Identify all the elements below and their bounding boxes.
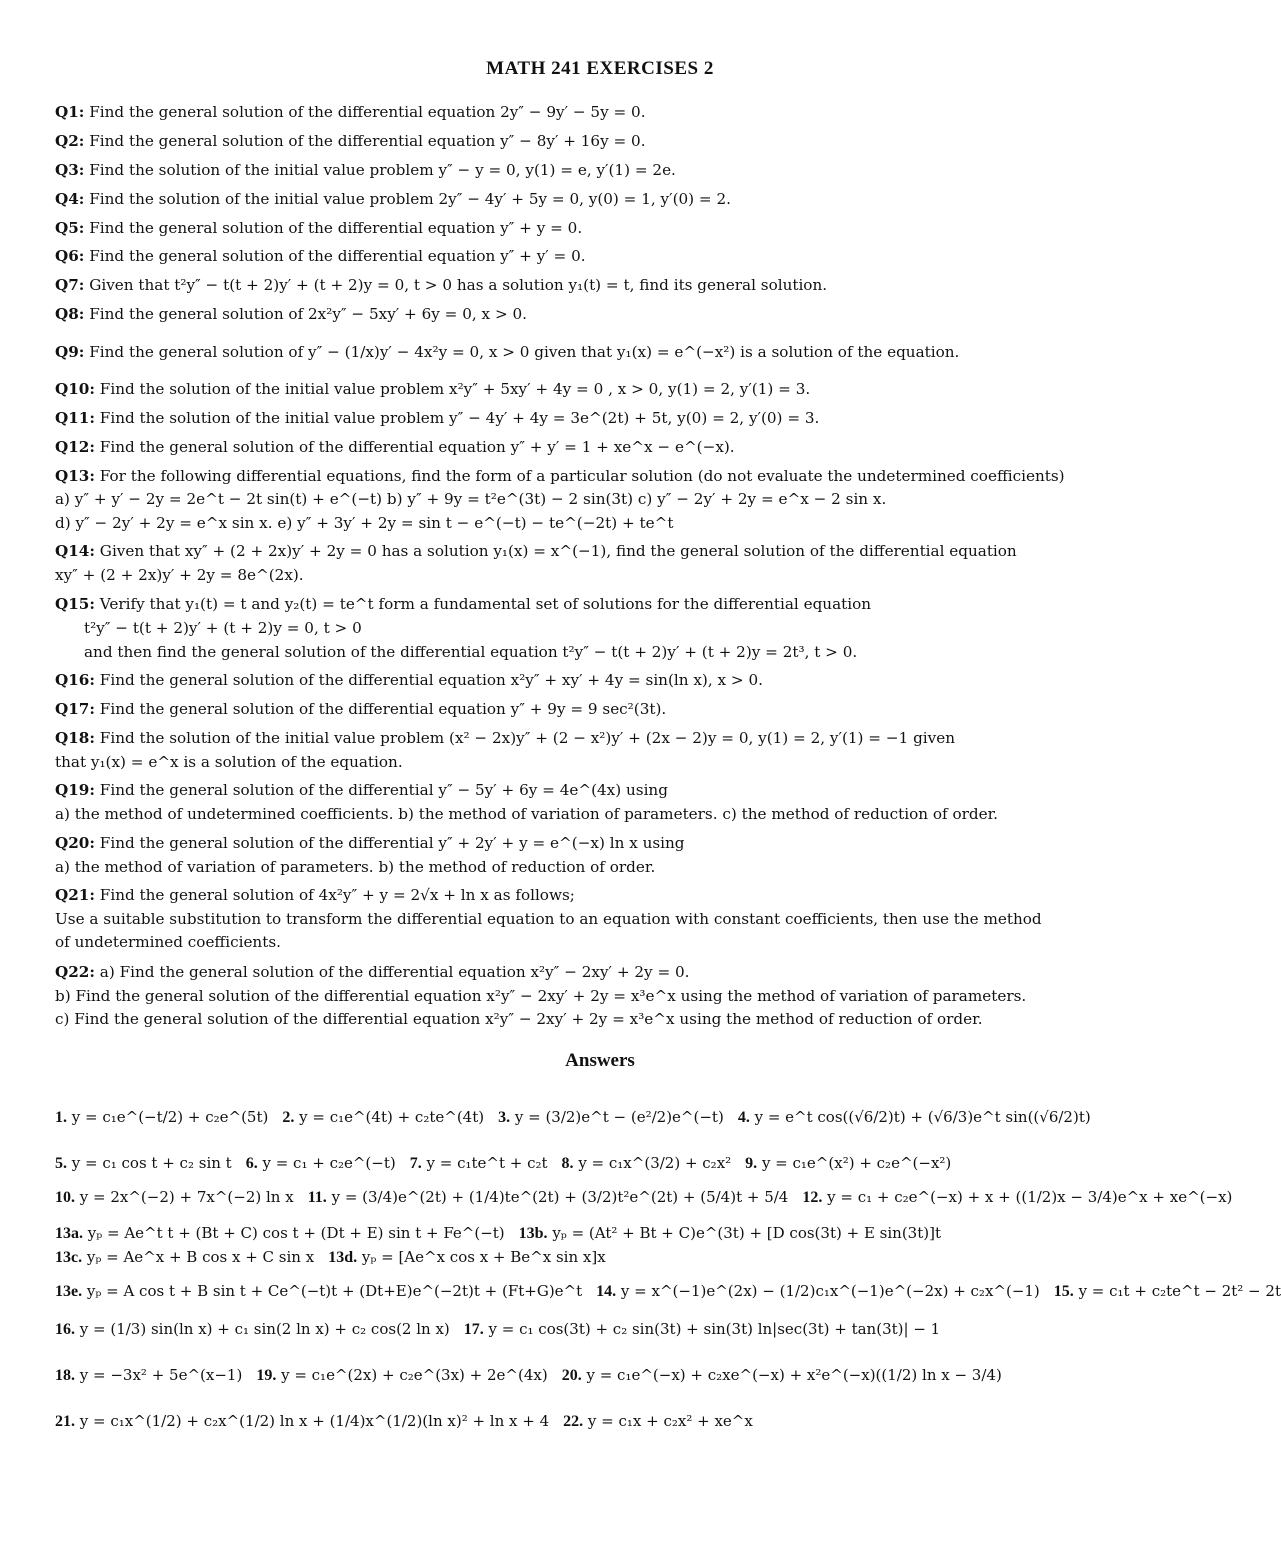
answer-item (55, 1224, 505, 1242)
question-line (55, 593, 1150, 615)
answer-label: 18. (55, 1367, 75, 1384)
answer-label: 10. (55, 1189, 75, 1206)
question-label: Q17: (55, 700, 95, 718)
answer-label: 17. (463, 1321, 484, 1338)
answer-item (308, 1188, 789, 1206)
answer-formula: yₚ = (At² + Bt + C)e^(3t) + [D cos(3t) + E sin(3t)]t (547, 1224, 941, 1242)
answer-formula: yₚ = [Ae^x cos x + Be^x sin x]x (357, 1248, 606, 1266)
question-line (55, 159, 1150, 181)
question-text: Find the solution of the initial value problem x²y″ + 5xy′ + 4y = 0 , x > 0, y(1) = 2, y′(1) = 3. (94, 380, 811, 398)
question-text: Find the general solution of the differential y″ − 5y′ + 6y = 4e^(4x) using (94, 781, 668, 799)
answer-formula: y = c₁ + c₂e^(−x) + x + ((1/2)x − 3/4)e^x + xe^(−x) (822, 1188, 1233, 1206)
question-line (55, 303, 1150, 325)
answer-formula: y = c₁e^(−x) + c₂xe^(−x) + x²e^(−x)((1/2) ln x − 3/4) (581, 1366, 1002, 1384)
answer-formula: y = c₁ cos(3t) + c₂ sin(3t) + sin(3t) ln|sec(3t) + tan(3t)| − 1 (483, 1320, 941, 1338)
question-text: a) y″ + y′ − 2y = 2e^t − 2t sin(t) + e^(−t) b) y″ + 9y = t²e^(3t) − 2 sin(3t) c) y″ − 2y′ + 2y = e^x − 2 sin x. (55, 490, 887, 508)
answer-formula: y = c₁e^(−t/2) + c₂e^(5t) (67, 1108, 269, 1126)
answer-item (55, 1248, 314, 1266)
answer-label: 13a. (55, 1225, 83, 1242)
answer-formula: y = c₁e^(2x) + c₂e^(3x) + 2e^(4x) (276, 1366, 548, 1384)
question-text: Find the general solution of the differential equation y″ + 9y = 9 sec²(3t). (94, 700, 667, 718)
answer-item (562, 1366, 1002, 1384)
answer-label: 13e. (55, 1283, 83, 1300)
question-label: Q8: (55, 305, 85, 323)
answer-formula: y = (3/4)e^(2t) + (1/4)te^(2t) + (3/2)t²e^(2t) + (5/4)t + 5/4 (326, 1188, 789, 1206)
question-text: Given that xy″ + (2 + 2x)y′ + 2y = 0 has a solution y₁(x) = x^(−1), find the general solution of the differential equation (94, 542, 1017, 560)
question-label: Q9: (55, 343, 85, 361)
question-text: Find the general solution of the differential equation x²y″ + xy′ + 4y = sin(ln x), x > 0. (94, 671, 763, 689)
answer-label: 12. (802, 1189, 823, 1206)
question-label: Q16: (55, 671, 95, 689)
question-label: Q20: (55, 834, 95, 852)
question-label: Q22: (55, 963, 95, 981)
question-label: Q11: (55, 409, 95, 427)
answer-formula: y = c₁e^(x²) + c₂e^(−x²) (757, 1154, 952, 1172)
question-text: Find the solution of the initial value problem y″ − 4y′ + 4y = 3e^(2t) + 5t, y(0) = 2, y′(0) = 3. (94, 409, 820, 427)
answer-formula: yₚ = A cos t + B sin t + Ce^(−t)t + (Dt+E)e^(−2t)t + (Ft+G)e^t (82, 1282, 583, 1300)
question-label: Q3: (55, 161, 85, 179)
answer-item (596, 1282, 1040, 1300)
answer-formula: y = (3/2)e^t − (e²/2)e^(−t) (510, 1108, 724, 1126)
question-label: Q1: (55, 103, 85, 121)
question-text: Use a suitable substitution to transform the differential equation to an equation with constant coefficients, then use the method (55, 910, 1042, 928)
question-line (55, 488, 1150, 510)
answer-item (1054, 1282, 1281, 1300)
answer-label: 3. (498, 1109, 511, 1126)
answer-item (282, 1108, 484, 1126)
answer-label: 5. (55, 1155, 67, 1172)
answer-label: 2. (282, 1109, 295, 1126)
answer-item (55, 1366, 242, 1384)
question-text: Given that t²y″ − t(t + 2)y′ + (t + 2)y = 0, t > 0 has a solution y₁(t) = t, find its general solution. (84, 276, 828, 294)
answer-item (562, 1154, 732, 1172)
question-label: Q14: (55, 542, 95, 560)
question-line (55, 698, 1150, 720)
question-text: For the following differential equations, find the form of a particular solution (do not evaluate the undetermined coefficients) (94, 467, 1065, 485)
question-label: Q5: (55, 219, 85, 237)
question-text: Find the general solution of 4x²y″ + y = 2√x + ln x as follows; (94, 886, 575, 904)
answer-label: 20. (561, 1367, 582, 1384)
question-text: Find the general solution of the differential equation y″ + y = 0. (84, 219, 583, 237)
question-line (55, 341, 1150, 363)
question-line (55, 751, 1150, 773)
answer-formula: y = −3x² + 5e^(x−1) (75, 1366, 243, 1384)
answer-formula: y = (1/3) sin(ln x) + c₁ sin(2 ln x) + c₂ cos(2 ln x) (75, 1320, 450, 1338)
answer-row (55, 1222, 1150, 1245)
question-label: Q15: (55, 595, 95, 613)
question-label: Q6: (55, 247, 85, 265)
question-text: a) Find the general solution of the differential equation x²y″ − 2xy′ + 2y = 0. (94, 963, 690, 981)
question-line (55, 512, 1150, 534)
answer-item (256, 1366, 547, 1384)
question-text: Find the general solution of the differential equation 2y″ − 9y′ − 5y = 0. (84, 103, 646, 121)
answer-item (328, 1248, 605, 1266)
question-line (55, 378, 1150, 400)
answer-row (55, 1280, 1281, 1303)
answer-row (55, 1410, 1150, 1433)
answer-label: 19. (256, 1367, 277, 1384)
question-label: Q2: (55, 132, 85, 150)
question-text: Verify that y₁(t) = t and y₂(t) = te^t form a fundamental set of solutions for the differential equation (94, 595, 872, 613)
question-text: of undetermined coefficients. (55, 933, 281, 951)
question-label: Q13: (55, 467, 95, 485)
question-line (55, 407, 1150, 429)
question-text: that y₁(x) = e^x is a solution of the equation. (55, 753, 403, 771)
question-line (55, 931, 1150, 953)
answer-row (55, 1106, 1150, 1129)
question-text: Find the general solution of 2x²y″ − 5xy′ + 6y = 0, x > 0. (84, 305, 527, 323)
answer-item (498, 1108, 724, 1126)
question-text: t²y″ − t(t + 2)y′ + (t + 2)y = 0, t > 0 (84, 619, 362, 637)
answer-label: 11. (307, 1189, 327, 1206)
question-text: xy″ + (2 + 2x)y′ + 2y = 8e^(2x). (55, 566, 304, 584)
question-text: a) the method of undetermined coefficients. b) the method of variation of parameters. c) the method of reduction of order. (55, 805, 998, 823)
question-text: Find the solution of the initial value problem 2y″ − 4y′ + 5y = 0, y(0) = 1, y′(0) = 2. (84, 190, 731, 208)
question-line (55, 101, 1150, 123)
answer-formula: y = c₁x^(3/2) + c₂x² (573, 1154, 732, 1172)
answer-item (738, 1108, 1091, 1126)
answer-row (55, 1186, 1233, 1209)
answer-label: 21. (55, 1413, 75, 1430)
answer-formula: y = x^(−1)e^(2x) − (1/2)c₁x^(−1)e^(−2x) + c₂x^(−1) (616, 1282, 1040, 1300)
question-line (55, 856, 1150, 878)
answer-formula: y = c₁x^(1/2) + c₂x^(1/2) ln x + (1/4)x^(1/2)(ln x)² + ln x + 4 (75, 1412, 550, 1430)
question-text: Find the general solution of the differential equation y″ − 8y′ + 16y = 0. (84, 132, 646, 150)
question-line (55, 961, 1150, 983)
question-line (55, 188, 1150, 210)
question-line (55, 884, 1150, 906)
answer-label: 4. (737, 1109, 750, 1126)
answer-row (55, 1246, 1150, 1269)
question-label: Q12: (55, 438, 95, 456)
answer-formula: y = e^t cos((√6/2)t) + (√6/3)e^t sin((√6/2)t) (749, 1108, 1091, 1126)
answer-formula: y = c₁e^(4t) + c₂te^(4t) (294, 1108, 485, 1126)
answer-formula: y = c₁x + c₂x² + xe^x (583, 1412, 753, 1430)
answer-row (55, 1364, 1150, 1387)
question-line (55, 540, 1150, 562)
question-text: a) the method of variation of parameters. b) the method of reduction of order. (55, 858, 656, 876)
answer-formula: y = c₁te^t + c₂t (421, 1154, 548, 1172)
answer-label: 14. (596, 1283, 617, 1300)
question-text: Find the general solution of the differential y″ + 2y′ + y = e^(−x) ln x using (94, 834, 685, 852)
answer-formula: y = c₁ cos t + c₂ sin t (67, 1154, 232, 1172)
question-text: Find the general solution of y″ − (1/x)y′ − 4x²y = 0, x > 0 given that y₁(x) = e^(−x²) is a solution of the equation. (84, 343, 960, 361)
answer-label: 1. (55, 1109, 67, 1126)
question-line (55, 564, 1150, 586)
question-label: Q19: (55, 781, 95, 799)
question-line (55, 779, 1150, 801)
question-line (55, 727, 1150, 749)
question-label: Q21: (55, 886, 95, 904)
answer-formula: yₚ = Ae^t t + (Bt + C) cos t + (Dt + E) sin t + Fe^(−t) (83, 1224, 505, 1242)
answer-label: 6. (245, 1155, 258, 1172)
answer-row (55, 1318, 1150, 1341)
answer-item (55, 1412, 549, 1430)
answer-item (464, 1320, 940, 1338)
answer-formula: y = 2x^(−2) + 7x^(−2) ln x (75, 1188, 294, 1206)
answer-label: 13c. (55, 1249, 83, 1266)
answer-formula: yₚ = Ae^x + B cos x + C sin x (82, 1248, 315, 1266)
answer-item (563, 1412, 753, 1430)
answer-label: 22. (563, 1413, 584, 1430)
answers-heading: Answers (565, 1050, 635, 1071)
answer-item (246, 1154, 396, 1172)
question-text: Find the general solution of the differential equation y″ + y′ = 0. (84, 247, 586, 265)
answer-formula: y = c₁t + c₂te^t − 2t² − 2t (1073, 1282, 1281, 1300)
question-text: b) Find the general solution of the differential equation x²y″ − 2xy′ + 2y = x³e^x using the method of variation of parameters. (55, 987, 1027, 1005)
question-label: Q4: (55, 190, 85, 208)
answer-label: 16. (55, 1321, 75, 1338)
question-text: and then find the general solution of the differential equation t²y″ − t(t + 2)y′ + (t + 2)y = 2t³, t > 0. (84, 643, 858, 661)
answer-item (519, 1224, 941, 1242)
question-label: Q10: (55, 380, 95, 398)
question-text: Find the general solution of the differential equation y″ + y′ = 1 + xe^x − e^(−x). (94, 438, 735, 456)
answer-label: 7. (409, 1155, 422, 1172)
question-line (55, 985, 1150, 1007)
question-line (84, 617, 1179, 639)
answer-label: 15. (1053, 1283, 1074, 1300)
answer-formula: y = c₁ + c₂e^(−t) (257, 1154, 396, 1172)
question-line (55, 245, 1150, 267)
answer-item (745, 1154, 951, 1172)
answer-label: 13b. (518, 1225, 548, 1242)
answer-item (55, 1188, 294, 1206)
question-line (55, 217, 1150, 239)
question-line (55, 436, 1150, 458)
question-line (55, 465, 1150, 487)
answer-item (55, 1320, 450, 1338)
question-line (55, 130, 1150, 152)
document-title: MATH 241 EXERCISES 2 (486, 58, 714, 79)
question-line (55, 274, 1150, 296)
answer-item (802, 1188, 1232, 1206)
answer-label: 9. (745, 1155, 758, 1172)
question-line (55, 669, 1150, 691)
answer-label: 8. (561, 1155, 574, 1172)
question-text: c) Find the general solution of the differential equation x²y″ − 2xy′ + 2y = x³e^x using the method of reduction of order. (55, 1010, 983, 1028)
question-text: Find the solution of the initial value problem y″ − y = 0, y(1) = e, y′(1) = 2e. (84, 161, 676, 179)
question-label: Q18: (55, 729, 95, 747)
question-line (55, 908, 1150, 930)
question-line (55, 1008, 1150, 1030)
answer-label: 13d. (328, 1249, 358, 1266)
question-text: Find the solution of the initial value problem (x² − 2x)y″ + (2 − x²)y′ + (2x − 2)y = 0, y(1) = 2, y′(1) = −1 given (94, 729, 955, 747)
question-line (84, 641, 1179, 663)
question-line (55, 832, 1150, 854)
question-line (55, 803, 1150, 825)
question-label: Q7: (55, 276, 85, 294)
answer-item (410, 1154, 548, 1172)
answer-item (55, 1282, 582, 1300)
question-text: d) y″ − 2y′ + 2y = e^x sin x. e) y″ + 3y′ + 2y = sin t − e^(−t) − te^(−2t) + te^t (55, 514, 674, 532)
answer-item (55, 1108, 268, 1126)
answer-item (55, 1154, 232, 1172)
answer-row (55, 1152, 1150, 1175)
